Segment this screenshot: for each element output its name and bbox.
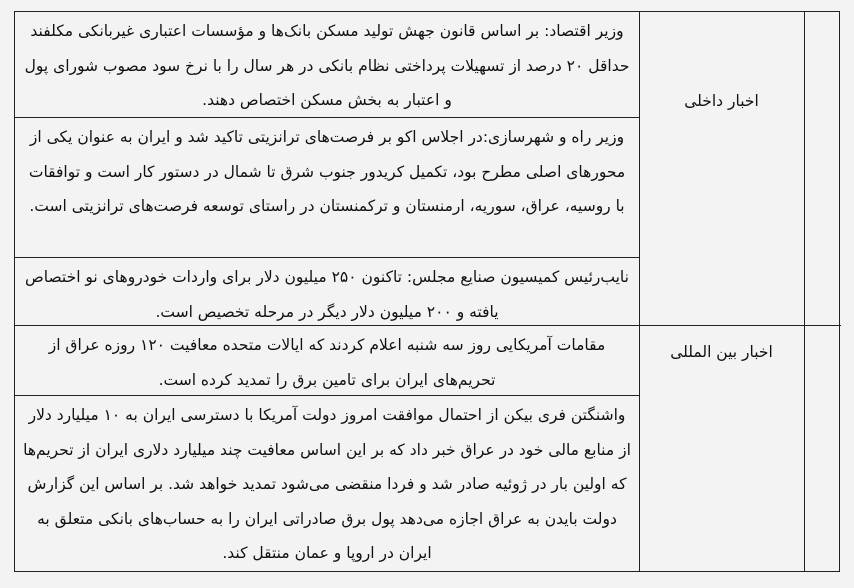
news-item-housing-loans: وزیر اقتصاد: بر اساس قانون جهش تولید مسکن بانک‌ها و مؤسسات اعتباری غیربانکی مکلفند حداقل ۲۰ درصد از تسهیلات پرداختی نظام بانکی در هر سال را با نرخ سود مصوب شورای پول و اعتبار به بخش مسکن اختصاص دهند.	[24, 22, 630, 109]
news-table	[14, 11, 840, 572]
category-domestic-news: اخبار داخلی	[684, 92, 759, 110]
news-item-transit: وزیر راه و شهرسازی:در اجلاس اکو بر فرصت‌های ترانزیتی تاکید شد و ایران به عنوان یکی از محورهای اصلی مطرح بود، تکمیل کریدور جنوب شرق تا شمال در دستور کار است و توافقات با روسیه، عراق، سوریه، ارمنستان و ترکمنستان در راستای توسعه فرصت‌های ترانزیتی است.	[28, 128, 626, 215]
category-international-news: اخبار بین المللی	[670, 343, 773, 361]
news-item-car-imports: نایب‌رئیس کمیسیون صنایع مجلس: تاکنون ۲۵۰ میلیون دلار برای واردات خودروهای نو اختصاص یافته و ۲۰۰ میلیون دلار دیگر در مرحله تخصیص است.	[25, 268, 629, 321]
index-column	[804, 12, 840, 571]
news-item-iran-funds: واشنگتن فری بیکن از احتمال موافقت امروز دولت آمریکا با دسترسی ایران به ۱۰ میلیارد دلار از منابع مالی خود در عراق خبر داد که بر این اساس معافیت چند میلیارد دلاری ایران از تحریم‌ها که اولین بار در ژوئیه صادر شد و فردا منقضی می‌شود تمدید خواهد شد. بر اساس این گزارش دولت بایدن به عراق اجازه می‌دهد پول برق صادراتی ایران را به حساب‌های بانکی متعلق به ایران در اروپا و عمان منتقل کند.	[23, 406, 631, 562]
news-item-iraq-waiver: مقامات آمریکایی روز سه شنبه اعلام کردند که ایالات متحده معافیت ۱۲۰ روزه عراق از تحریم‌های ایران برای تامین برق را تمدید کرده است.	[48, 336, 606, 389]
